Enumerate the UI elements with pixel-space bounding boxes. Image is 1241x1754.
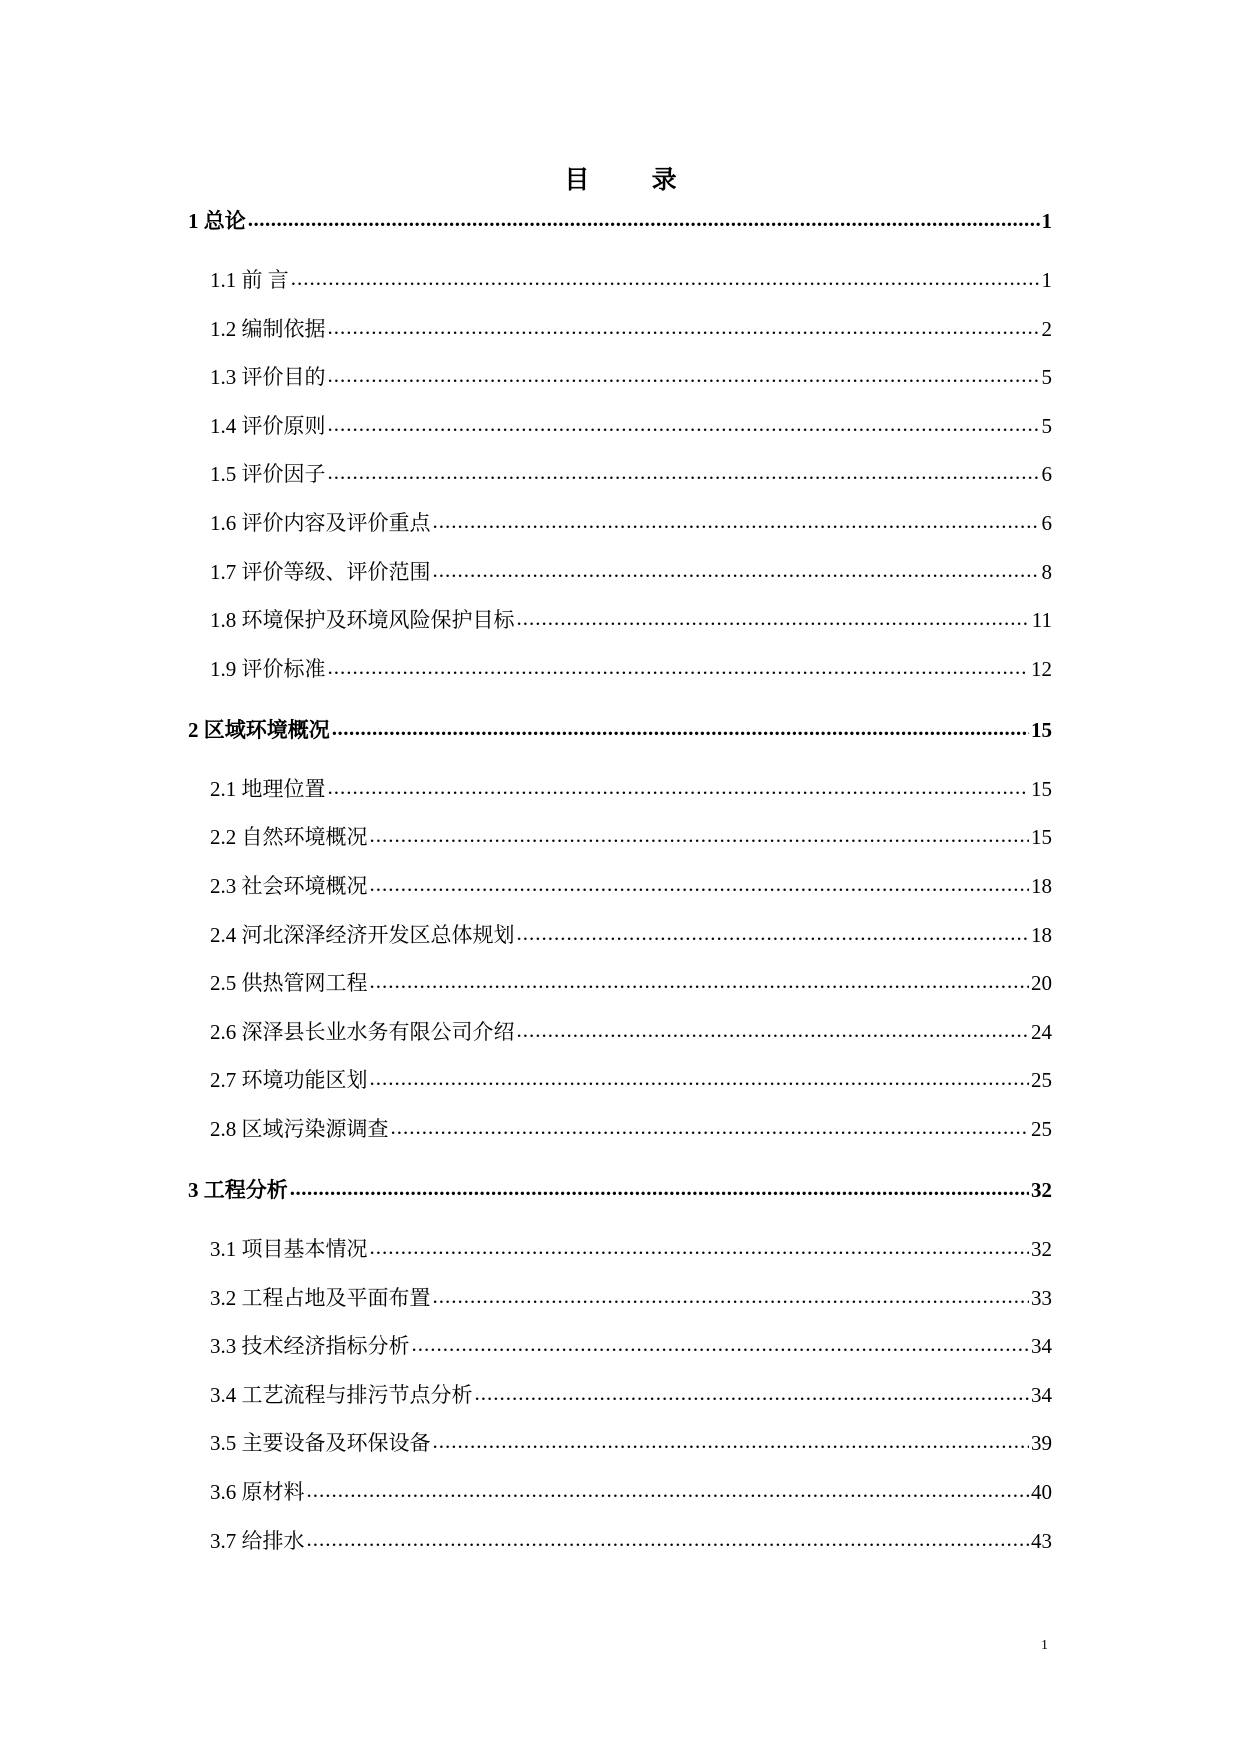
toc-entry-page-number: 15	[1031, 776, 1052, 801]
toc-dot-leader	[370, 823, 1030, 844]
toc-entry-label: 2.5 供热管网工程	[210, 971, 368, 996]
toc-dot-leader	[328, 655, 1030, 676]
toc-section-entry[interactable]	[210, 507, 1052, 537]
toc-chapter-entry[interactable]	[188, 714, 1052, 744]
toc-section-entry[interactable]	[210, 870, 1052, 900]
toc-section-entry[interactable]	[210, 313, 1052, 343]
toc-section-entry[interactable]	[210, 967, 1052, 997]
toc-entry-page-number: 32	[1031, 1237, 1052, 1261]
toc-dot-leader	[391, 1115, 1030, 1136]
toc-section-entry[interactable]	[210, 1064, 1052, 1094]
toc-entry-label: 1 总论	[188, 209, 246, 233]
toc-entry-label: 1.3 评价目的	[210, 365, 326, 390]
toc-dot-leader	[433, 509, 1040, 530]
toc-section-entry[interactable]	[210, 773, 1052, 803]
toc-entry-page-number: 18	[1031, 874, 1052, 898]
toc-section-entry[interactable]	[210, 821, 1052, 851]
toc-entry-page-number: 40	[1031, 1480, 1052, 1504]
toc-entry-label: 3.3 技术经济指标分析	[210, 1334, 410, 1359]
toc-section-entry[interactable]	[210, 653, 1052, 683]
toc-section-entry[interactable]	[210, 604, 1052, 634]
toc-entry-label: 1.1 前 言	[210, 268, 289, 292]
toc-entry-label: 2.7 环境功能区划	[210, 1068, 368, 1093]
toc-entry-page-number: 32	[1031, 1178, 1052, 1202]
toc-dot-leader	[332, 716, 1029, 737]
toc-section-entry[interactable]	[210, 556, 1052, 586]
toc-dot-leader	[433, 558, 1040, 579]
toc-section-entry[interactable]	[210, 1233, 1052, 1263]
toc-dot-leader	[328, 460, 1040, 481]
toc-chapter-entry[interactable]	[188, 205, 1052, 235]
toc-entry-label: 1.4 评价原则	[210, 413, 326, 438]
toc-entry-label: 2.3 社会环境概况	[210, 874, 368, 898]
toc-section-entry[interactable]	[210, 264, 1052, 294]
toc-entry-page-number: 6	[1041, 462, 1052, 487]
toc-section-entry[interactable]	[210, 1330, 1052, 1360]
toc-heading: 目 录	[564, 167, 705, 194]
toc-entry-label: 3.6 原材料	[210, 1480, 305, 1504]
toc-dot-leader	[248, 207, 1040, 228]
toc-entry-page-number: 34	[1031, 1334, 1052, 1359]
toc-dot-leader	[412, 1332, 1030, 1353]
toc-entry-label: 3.2 工程占地及平面布置	[210, 1285, 431, 1310]
toc-entry-page-number: 25	[1031, 1068, 1052, 1093]
toc-entry-page-number: 6	[1041, 511, 1052, 535]
toc-dot-leader	[291, 266, 1040, 287]
toc-dot-leader	[517, 921, 1030, 942]
toc-entry-page-number: 2	[1041, 316, 1052, 341]
toc-dot-leader	[517, 1018, 1030, 1039]
toc-entry-label: 3.5 主要设备及环保设备	[210, 1431, 431, 1456]
toc-entry-page-number: 8	[1041, 559, 1052, 584]
toc-dot-leader	[370, 969, 1030, 990]
toc-entry-page-number: 5	[1041, 365, 1052, 390]
toc-section-entry[interactable]	[210, 1016, 1052, 1046]
toc-entry-label: 3.7 给排水	[210, 1528, 305, 1553]
toc-dot-leader	[307, 1527, 1030, 1548]
toc-chapter-entry[interactable]	[188, 1174, 1052, 1204]
toc-dot-leader	[370, 872, 1030, 893]
toc-entry-label: 1.2 编制依据	[210, 316, 326, 341]
toc-entry-label: 2.2 自然环境概况	[210, 825, 368, 850]
toc-section-entry[interactable]	[210, 1282, 1052, 1312]
toc-section-entry[interactable]	[210, 919, 1052, 949]
toc-section-entry[interactable]	[210, 1113, 1052, 1143]
toc-entry-label: 3.4 工艺流程与排污节点分析	[210, 1382, 473, 1407]
toc-entry-page-number: 43	[1031, 1528, 1052, 1553]
toc-entry-label: 1.6 评价内容及评价重点	[210, 511, 431, 535]
toc-section-entry[interactable]	[210, 1379, 1052, 1409]
toc-section-entry[interactable]	[210, 1525, 1052, 1555]
toc-section-entry[interactable]	[210, 458, 1052, 488]
toc-dot-leader	[290, 1176, 1029, 1197]
toc-entry-page-number: 33	[1031, 1285, 1052, 1310]
toc-entry-label: 1.8 环境保护及环境风险保护目标	[210, 608, 515, 633]
toc-entry-page-number: 24	[1031, 1019, 1052, 1044]
toc-entry-page-number: 15	[1031, 825, 1052, 850]
toc-entry-label: 2.1 地理位置	[210, 776, 326, 801]
toc-dot-leader	[433, 1429, 1030, 1450]
toc-section-entry[interactable]	[210, 1427, 1052, 1457]
toc-dot-leader	[370, 1066, 1030, 1087]
toc-dot-leader	[328, 363, 1040, 384]
toc-entry-label: 1.5 评价因子	[210, 462, 326, 487]
toc-entry-label: 2.8 区域污染源调查	[210, 1117, 389, 1141]
toc-section-entry[interactable]	[210, 361, 1052, 391]
toc-dot-leader	[328, 412, 1040, 433]
toc-entry-page-number: 34	[1031, 1382, 1052, 1407]
toc-dot-leader	[328, 775, 1030, 796]
toc-entry-label: 3.1 项目基本情况	[210, 1237, 368, 1261]
toc-entry-page-number: 39	[1031, 1431, 1052, 1456]
toc-section-entry[interactable]	[210, 1476, 1052, 1506]
toc-entry-label: 3 工程分析	[188, 1178, 288, 1202]
toc-entry-label: 2.4 河北深泽经济开发区总体规划	[210, 922, 515, 947]
toc-entry-page-number: 18	[1031, 922, 1052, 947]
toc-dot-leader	[328, 315, 1040, 336]
toc-entry-page-number: 1	[1041, 268, 1052, 292]
toc-dot-leader	[433, 1284, 1030, 1305]
toc-dot-leader	[307, 1478, 1030, 1499]
toc-entry-page-number: 11	[1031, 608, 1052, 633]
toc-dot-leader	[517, 606, 1030, 627]
toc-entry-page-number: 12	[1031, 656, 1052, 681]
toc-entry-label: 1.7 评价等级、评价范围	[210, 559, 431, 584]
toc-dot-leader	[475, 1381, 1030, 1402]
page-number: 1	[1041, 1638, 1048, 1653]
toc-entry-page-number: 1	[1041, 209, 1052, 233]
toc-section-entry[interactable]	[210, 410, 1052, 440]
toc-entry-page-number: 15	[1031, 717, 1052, 742]
toc-dot-leader	[370, 1235, 1030, 1256]
toc-entry-label: 1.9 评价标准	[210, 656, 326, 681]
toc-entry-label: 2 区域环境概况	[188, 717, 330, 742]
toc-entry-page-number: 20	[1031, 971, 1052, 996]
toc-entry-page-number: 25	[1031, 1117, 1052, 1141]
toc-entry-page-number: 5	[1041, 413, 1052, 438]
toc-entry-label: 2.6 深泽县长业水务有限公司介绍	[210, 1019, 515, 1044]
